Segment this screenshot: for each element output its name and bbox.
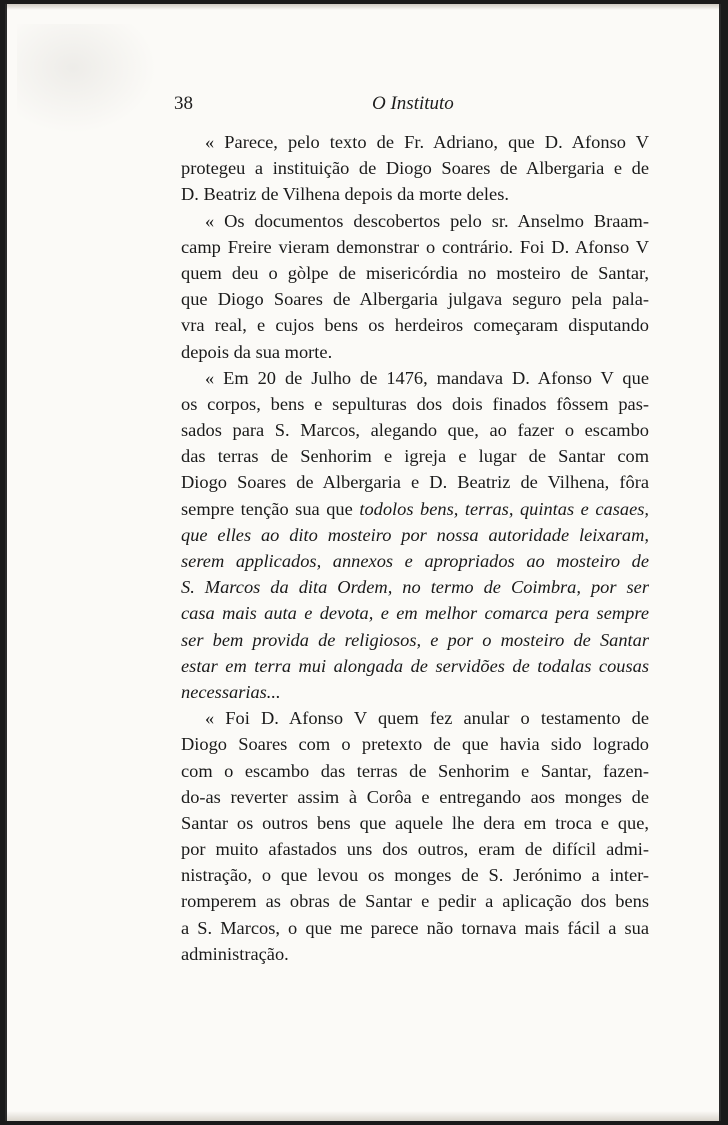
text-line: sados para S. Marcos, alegando que, ao fazer o escambo [181, 420, 649, 441]
scan-edge-bottom [7, 1111, 719, 1121]
text-line: por muito afastados uns dos outros, eram de difícil admi- [181, 839, 649, 860]
text-line: « Parece, pelo texto de Fr. Adriano, que D. Afonso V [205, 132, 649, 152]
italic-quote-line: necessarias... [181, 681, 281, 702]
text-line: a S. Marcos, o que me parece não tornava mais fácil a sua [181, 917, 649, 938]
text-line: Diogo Soares de Albergaria e D. Beatriz de Vilhena, fôra [181, 472, 649, 493]
text-line: os corpos, bens e sepulturas dos dois finados fôssem pas- [181, 393, 649, 414]
page-number: 38 [174, 93, 193, 114]
body-text [181, 129, 649, 967]
text-line: que Diogo Soares de Albergaria julgava seguro pela pala- [181, 289, 649, 310]
text-line: do-as reverter assim à Corôa e entregando aos monges de [181, 786, 649, 807]
text-line: « Os documentos descobertos pelo sr. Anselmo Braam- [205, 210, 649, 231]
text-line: nistração, o que levou os monges de S. Jerónimo a inter- [181, 865, 649, 886]
text-line: D. Beatriz de Vilhena depois da morte deles. [181, 184, 509, 205]
text-line: das terras de Senhorim e igreja e lugar de Santar com [181, 446, 649, 467]
running-title: O Instituto [372, 93, 454, 114]
text-line: camp Freire vieram demonstrar o contrário. Foi D. Afonso V [181, 236, 649, 257]
text-line: vra real, e cujos bens os herdeiros começaram disputando [181, 315, 649, 336]
scan-edge-top [7, 4, 719, 10]
italic-quote-line: ser bem provida de religiosos, e por o mosteiro de Santar [181, 629, 649, 650]
text-line: Santar os outros bens que aquele lhe dera em troca e que, [181, 812, 649, 833]
italic-quote-segment: todolos bens, terras, quintas e casaes, [359, 498, 650, 519]
page-header [174, 93, 474, 119]
italic-quote-line: estar em terra mui alongada de servidões de todalas cousas [181, 655, 649, 676]
mixed-text-line [181, 496, 649, 522]
plain-text-segment: sempre tenção sua que [181, 498, 360, 519]
text-line: « Em 20 de Julho de 1476, mandava D. Afonso V que [205, 367, 649, 388]
paper-smudge [17, 24, 157, 134]
text-line: romperem as obras de Santar e pedir a aplicação dos bens [181, 891, 649, 912]
text-line: « Foi D. Afonso V quem fez anular o testamento de [205, 708, 649, 729]
italic-quote-line: que elles ao dito mosteiro por nossa autoridade leixaram, [181, 524, 649, 545]
text-line: depois da sua morte. [181, 341, 333, 362]
text-line: quem deu o gòlpe de misericórdia no mosteiro de Santar, [181, 262, 649, 283]
text-line: administração. [181, 943, 289, 964]
text-line: protegeu a instituição de Diogo Soares de Albergaria e de [181, 158, 649, 179]
text-line: Diogo Soares com o pretexto de que havia sido logrado [181, 734, 649, 755]
italic-quote-line: S. Marcos da dita Ordem, no termo de Coimbra, por ser [181, 577, 649, 598]
italic-quote-line: serem applicados, annexos e apropriados ao mosteiro de [181, 551, 649, 571]
italic-quote-line: casa mais auta e devota, e em melhor comarca pera sempre [181, 603, 649, 624]
scanned-book-page [5, 4, 721, 1121]
text-line: com o escambo das terras de Senhorim e Santar, fazen- [181, 760, 649, 781]
